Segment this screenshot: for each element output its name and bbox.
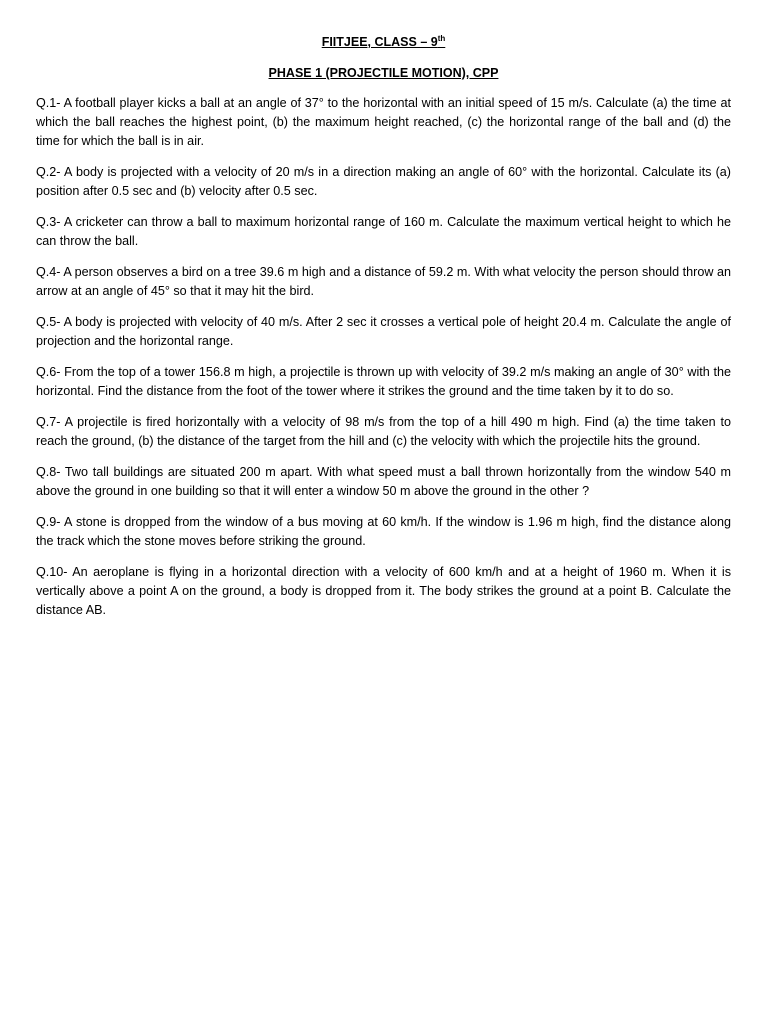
document-page bbox=[36, 34, 731, 632]
question-7: Q.7- A projectile is fired horizontally with a velocity of 98 m/s from the top of a hill 490 m high. Find (a) the time taken to reach the ground, (b) the distance of the target from the hill and (c) the velocity with which the projectile hits the ground. bbox=[36, 415, 731, 448]
question-4: Q.4- A person observes a bird on a tree 39.6 m high and a distance of 59.2 m. With what velocity the person should throw an arrow at an angle of 45° so that it may hit the bird. bbox=[36, 265, 731, 298]
question-5: Q.5- A body is projected with velocity of 40 m/s. After 2 sec it crosses a vertical pole of height 20.4 m. Calculate the angle of projection and the horizontal range. bbox=[36, 315, 731, 348]
question-2: Q.2- A body is projected with a velocity of 20 m/s in a direction making an angle of 60° with the horizontal. Calculate its (a) position after 0.5 sec and (b) velocity after 0.5 sec. bbox=[36, 165, 731, 198]
document-title-text: FIITJEE, CLASS – 9 bbox=[321, 35, 438, 49]
question-10: Q.10- An aeroplane is flying in a horizontal direction with a velocity of 600 km/h and at a height of 1960 m. When it is vertically above a point A on the ground, a body is dropped from it. The body strikes the ground at a point B. Calculate the distance AB. bbox=[36, 565, 731, 617]
question-9: Q.9- A stone is dropped from the window of a bus moving at 60 km/h. If the window is 1.96 m high, find the distance along the track which the stone moves before striking the ground. bbox=[36, 515, 731, 548]
document-title-superscript: th bbox=[437, 33, 446, 43]
question-list bbox=[36, 94, 731, 620]
question-1: Q.1- A football player kicks a ball at an angle of 37° to the horizontal with an initial speed of 15 m/s. Calculate (a) the time at which the ball reaches the highest point, (b) the maximum height reached, (c) the horizontal range of the ball and (d) the time for which the ball is in air. bbox=[36, 96, 731, 148]
question-6: Q.6- From the top of a tower 156.8 m high, a projectile is thrown up with velocity of 39.2 m/s making an angle of 30° with the horizontal. Find the distance from the foot of the tower where it strikes the ground and the time taken by it to do so. bbox=[36, 365, 731, 398]
document-title bbox=[36, 34, 731, 51]
question-8: Q.8- Two tall buildings are situated 200 m apart. With what speed must a ball thrown horizontally from the window 540 m above the ground in one building so that it will enter a window 50 m above the ground in the other ? bbox=[36, 465, 731, 498]
question-3: Q.3- A cricketer can throw a ball to maximum horizontal range of 160 m. Calculate the maximum vertical height to which he can throw the ball. bbox=[36, 215, 731, 248]
document-subtitle: PHASE 1 (PROJECTILE MOTION), CPP bbox=[268, 66, 499, 80]
